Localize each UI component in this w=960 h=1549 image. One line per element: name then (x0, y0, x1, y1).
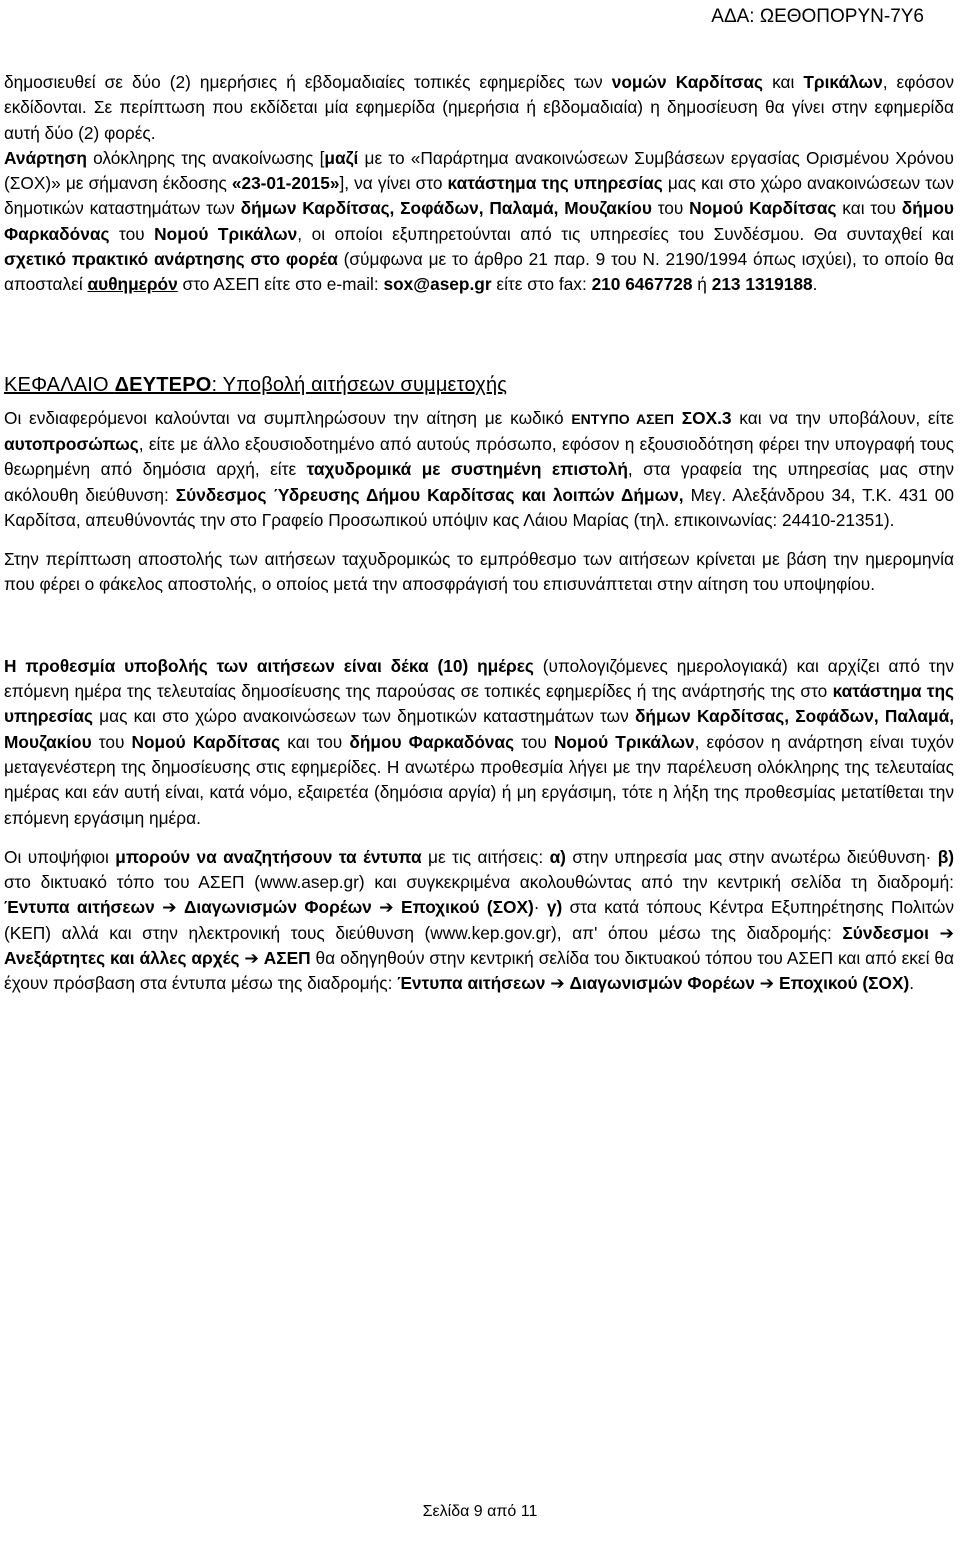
arrow-right-icon: ➔ (162, 897, 177, 918)
form-code: ΣΟΧ.3 (673, 407, 732, 428)
text: · (533, 897, 547, 918)
bold-text: Διαγωνισμών Φορέων (569, 973, 755, 994)
text: και (763, 72, 804, 92)
text: του (514, 731, 554, 752)
bold-text: α) (549, 846, 566, 867)
bold-text: Εποχικού (ΣΟΧ) (400, 897, 534, 918)
text: θα οδηγηθούν στην κεντρική σελίδα του δικτυακού τόπου του ΑΣΕΠ και από εκεί θα έχουν πρόσβαση στα έντυπα μέσω της διαδρομής: (4, 948, 954, 994)
text: μας και στο χώρο ανακοινώσεων των δημοτικών καταστημάτων των (92, 706, 635, 727)
bold-text: δήμου Φαρκαδόνας (4, 198, 954, 244)
paragraph-deadline (4, 654, 954, 831)
bold-text: μπορούν να αναζητήσουν τα έντυπα (115, 846, 422, 867)
bold-text: Νομού Τρικάλων (553, 731, 695, 752)
email-text: sox@asep.gr (383, 274, 492, 295)
text: Οι ενδιαφερόμενοι καλούνται να συμπληρώσουν την αίτηση με κωδικό (4, 407, 572, 428)
bold-text: ΑΣΕΠ (263, 948, 311, 969)
bold-text: ταχυδρομικά με συστημένη επιστολή (306, 459, 628, 480)
text: με το «Παράρτημα ανακοινώσεων Συμβάσεων εργασίας Ορισμένου Χρόνου (ΣΟΧ)» με σήμανση έκδοσης (4, 147, 954, 194)
text: , οι οποίοι εξυπηρετούνται από τις υπηρεσίες του Συνδέσμου. Θα συνταχθεί και (297, 223, 955, 244)
bold-text: Εποχικού (ΣΟΧ) (778, 973, 910, 994)
text: , εφόσον εκδίδονται. Σε περίπτωση που εκδίδεται μία εφημερίδα (ημερήσια ή εβδομαδιαία) η δημοσίευση θα γίνει στην εφημερίδα αυτή δύο (2) φορές. (4, 72, 954, 143)
text: και του (836, 198, 902, 219)
form-code: ΕΝΤΥΠΟ ΑΣΕΠ (571, 410, 674, 427)
chapter-label: ΚΕΦΑΛΑΙΟ (4, 373, 115, 396)
text: στην υπηρεσία μας στην ανωτέρω διεύθυνση· (565, 846, 938, 867)
bold-text: σχετικό πρακτικό ανάρτησης στο φορέα (4, 249, 338, 270)
bold-text: Ανάρτηση (4, 147, 87, 168)
text: (σύμφωνα με το άρθρο 21 παρ. 9 του Ν. 2190/1994 όπως ισχύει), το οποίο θα αποσταλεί (4, 249, 954, 295)
text: δημοσιευθεί σε δύο (2) ημερήσιες ή εβδομαδιαίες τοπικές εφημερίδες των (4, 72, 612, 92)
text: και του (280, 731, 350, 752)
paragraph-posting (4, 146, 954, 298)
text: , είτε με άλλο εξουσιοδοτημένο από αυτούς πρόσωπο, εφόσον η εξουσιοδότηση φέρει την υπογραφή τους θεωρημένη από δημόσια αρχή, είτε (4, 433, 954, 480)
text: ή (692, 274, 712, 295)
text: Στην περίπτωση αποστολής των αιτήσεων ταχυδρομικώς το εμπρόθεσμο των αιτήσεων κρίνεται με βάση την ημερομηνία που φέρει ο φάκελος αποστολής, ο οποίος μετά την αποσφράγισή του επισυνάπτεται στην αίτηση του υποψηφίου. (4, 549, 954, 595)
bold-text: μαζί (324, 147, 359, 168)
text: (υπολογιζόμενες ημερολογιακά) και αρχίζει από την επόμενη ημέρα της τελευταίας δημοσίευσης της παρούσας σε τοπικές εφημερίδες ή της ανάρτησής της στο (4, 655, 954, 702)
arrow-right-icon: ➔ (759, 973, 775, 994)
text: του (91, 731, 132, 752)
arrow-right-icon: ➔ (939, 922, 954, 943)
text: και να την υποβάλουν, είτε (731, 407, 954, 428)
arrow-right-icon: ➔ (244, 948, 259, 969)
document-body (4, 70, 954, 997)
arrow-right-icon: ➔ (550, 973, 565, 994)
bold-text: γ) (546, 897, 563, 918)
bold-text: β) (937, 846, 955, 867)
bold-text: αυτοπροσώπως (4, 433, 139, 454)
text: , στα γραφεία της υπηρεσίας μας στην ακόλουθη διεύθυνση: (4, 459, 954, 505)
bold-text: δήμων Καρδίτσας, Σοφάδων, Παλαμά, Μουζακίου (240, 198, 652, 219)
bold-text: Σύνδεσμοι (842, 922, 929, 943)
bold-text: Νομού Τρικάλων (154, 223, 298, 244)
text: Οι υποψήφιοι (4, 846, 116, 867)
bold-text: Η προθεσμία υποβολής των αιτήσεων είναι δέκα (10) ημέρες (4, 655, 534, 676)
bold-text: νομών Καρδίτσας (611, 72, 764, 92)
bold-underlined-text: αυθημερόν (87, 274, 178, 295)
text: Μεγ. Αλεξάνδρου 34, Τ.Κ. 431 00 Καρδίτσα, απευθύνοντάς την στο Γραφείο Προσωπικού υπόψιν κας Λάιου Μαρίας (τηλ. επικοινωνίας: 24410-21351). (4, 484, 954, 530)
bold-text: Νομού Καρδίτσας (689, 198, 837, 219)
paragraph-publication (4, 70, 954, 146)
arrow-right-icon: ➔ (379, 897, 394, 918)
text: ολόκληρης της ανακοίνωσης [ (86, 147, 325, 168)
bold-text: Έντυπα αιτήσεων (4, 897, 155, 918)
bold-text: δήμων Καρδίτσας, Σοφάδων, Παλαμά, Μουζακίου (4, 706, 954, 752)
paragraph-application (4, 406, 954, 533)
bold-text: Έντυπα αιτήσεων (397, 973, 546, 994)
text: μας και στο χώρο ανακοινώσεων των δημοτικών καταστημάτων των (4, 173, 954, 219)
ada-code-header: ΑΔΑ: ΩΕΘΟΠΟΡΥΝ-7Υ6 (711, 6, 924, 27)
fax-number: 210 6467728 (591, 274, 693, 295)
page-number: Σελίδα 9 από 11 (422, 1503, 538, 1520)
bold-text: Τρικάλων (803, 72, 883, 92)
chapter-label-bold: ΔΕΥΤΕΡΟ (114, 373, 212, 396)
text: . (812, 274, 818, 295)
bold-text: δήμου Φαρκαδόνας (349, 731, 515, 752)
bold-text: Σύνδεσμος Ύδρευσης Δήμου Καρδίτσας και λοιπών Δήμων, (175, 484, 684, 505)
bold-text: «23-01-2015» (231, 173, 340, 194)
bold-text: κατάστημα της υπηρεσίας (4, 681, 955, 727)
text: ], να γίνει στο (339, 173, 448, 194)
paragraph-forms (4, 845, 954, 997)
text: στο ΑΣΕΠ είτε στο e-mail: (177, 274, 384, 295)
bold-text: Ανεξάρτητες και άλλες αρχές (4, 948, 240, 969)
bold-text: Διαγωνισμών Φορέων (183, 897, 372, 918)
text: , εφόσον η ανάρτηση είναι τυχόν μεταγενέστερη της δημοσίευσης στις εφημερίδες. Η ανωτέρω προθεσμία λήγει με την παρέλευση ολόκληρης της τελευταίας ημέρας και εάν αυτή είναι, κατά νόμο, εξαιρετέα (δημόσια αργία) ή μη εργάσιμη, τότε η λήξη της προθεσμίας μετατίθεται την επόμενη εργάσιμη ημέρα. (4, 731, 955, 828)
chapter-title: : Υποβολή αιτήσεων συμμετοχής (211, 373, 508, 396)
text: στα κατά τόπους Κέντρα Εξυπηρέτησης Πολιτών (ΚΕΠ) αλλά και στην ηλεκτρονική τους διεύθυνση (www.kep.gov.gr), απ' όπου μέσω της διαδρομής: (4, 897, 955, 943)
text: είτε στο fax: (491, 274, 592, 295)
text: . (909, 973, 915, 994)
paragraph-postal (4, 547, 954, 598)
text: με τις αιτήσεις: (421, 846, 550, 867)
bold-text: κατάστημα της υπηρεσίας (447, 173, 663, 194)
fax-number: 213 1319188 (711, 274, 813, 295)
text: του (651, 198, 690, 219)
chapter-heading (4, 372, 954, 398)
text: του (109, 223, 155, 244)
text: στο δικτυακό τόπο του ΑΣΕΠ (www.asep.gr) και συγκεκριμένα ακολουθώντας από την κεντρική σελίδα τη διαδρομή: (4, 872, 954, 893)
bold-text: Νομού Καρδίτσας (131, 731, 281, 752)
